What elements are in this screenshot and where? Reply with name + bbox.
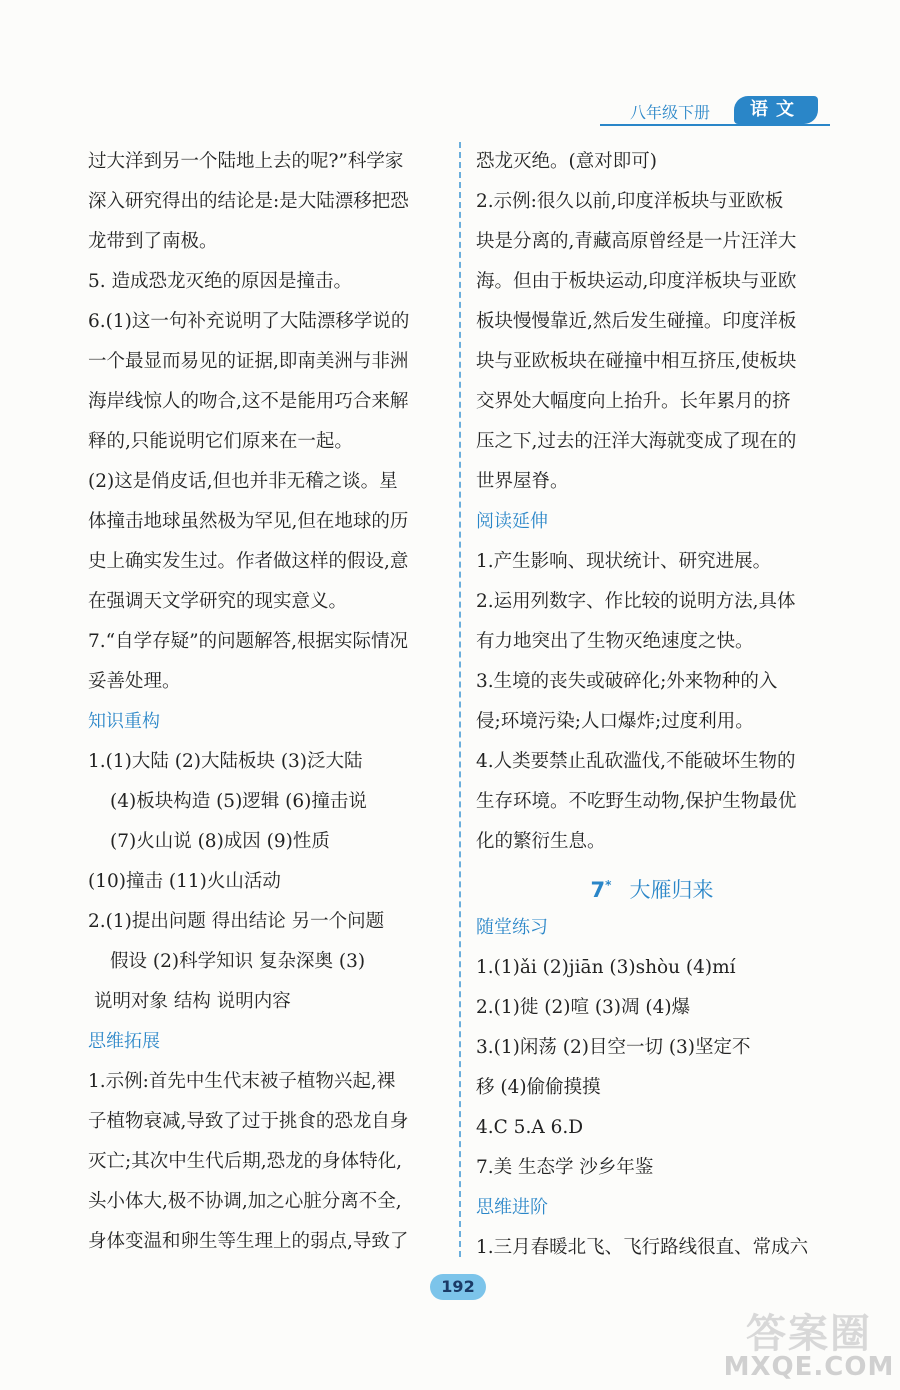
answer-line: 头小体大,极不协调,加之心脏分离不全, [88,1191,402,1212]
answer-line: 1.(1)ǎi (2)jiān (3)shòu (4)mí [476,957,736,978]
answer-line: 4.人类要禁止乱砍滥伐,不能破坏生物的 [476,751,796,772]
answer-line: 板块慢慢靠近,然后发生碰撞。印度洋板 [476,311,797,332]
answer-line: 深入研究得出的结论是:是大陆漂移把恐 [88,191,409,212]
answer-line: 移 (4)偷偷摸摸 [476,1077,601,1098]
chapter-title [476,862,828,908]
section-heading: 阅读延伸 [476,511,548,532]
answer-line: 1.三月春暖北飞、飞行路线很直、常成六 [476,1237,809,1258]
answer-line: 7.美 生态学 沙乡年鉴 [476,1157,654,1178]
grade-label: 八年级下册 [630,103,711,122]
answer-line: 子植物衰减,导致了过于挑食的恐龙自身 [88,1111,409,1132]
page-header [600,96,830,130]
section-heading: 思维拓展 [88,1031,160,1052]
answer-line: 1.示例:首先中生代末被子植物兴起,裸 [88,1071,396,1092]
chapter-number [591,878,612,902]
answer-line: 7.“自学存疑”的问题解答,根据实际情况 [88,631,408,652]
answer-line: 说明对象 结构 说明内容 [94,991,291,1012]
answer-line: 假设 (2)科学知识 复杂深奥 (3) [110,951,366,972]
answer-line: (7)火山说 (8)成因 (9)性质 [110,831,330,852]
answer-line: 1.产生影响、现状统计、研究进展。 [476,551,772,572]
chapter-number-text: 7 [590,878,606,902]
answer-line: 生存环境。不吃野生动物,保护生物最优 [476,791,797,812]
answer-line: 恐龙灭绝。(意对即可) [476,151,657,172]
answer-line: 块与亚欧板块在碰撞中相互挤压,使板块 [476,351,797,372]
page-number: 192 [430,1274,486,1300]
answer-line: 交界处大幅度向上抬升。长年累月的挤 [476,391,791,412]
answer-line: 3.(1)闲荡 (2)目空一切 (3)坚定不 [476,1037,751,1058]
section-heading: 知识重构 [88,711,160,732]
section-heading: 思维进阶 [476,1197,548,1218]
answer-line: 5. 造成恐龙灭绝的原因是撞击。 [88,271,353,292]
answer-line: (10)撞击 (11)火山活动 [88,871,281,892]
answer-line: 史上确实发生过。作者做这样的假设,意 [88,551,409,572]
answer-line: 1.(1)大陆 (2)大陆板块 (3)泛大陆 [88,751,363,772]
answer-line: 在强调天文学研究的现实意义。 [88,591,348,612]
answer-line: (2)这是俏皮话,但也并非无稽之谈。星 [88,471,398,492]
answer-line: 一个最显而易见的证据,即南美洲与非洲 [88,351,409,372]
watermark-top-text: 答案圈 [746,1311,872,1357]
right-column [476,142,828,1268]
answer-line: 海。但由于板块运动,印度洋板块与亚欧 [476,271,797,292]
column-divider [459,142,463,1257]
section-heading: 随堂练习 [476,917,548,938]
answer-line: 4.C 5.A 6.D [476,1117,584,1138]
answer-line: 海岸线惊人的吻合,这不是能用巧合来解 [88,391,409,412]
answer-line: 2.(1)提出问题 得出结论 另一个问题 [88,911,385,932]
answer-line: 过大洋到另一个陆地上去的呢?”科学家 [88,151,404,172]
answer-line: 体撞击地球虽然极为罕见,但在地球的历 [88,511,409,532]
answer-line: 6.(1)这一句补充说明了大陆漂移学说的 [88,311,410,332]
answer-line: 身体变温和卵生等生理上的弱点,导致了 [88,1231,409,1252]
answer-line: (4)板块构造 (5)逻辑 (6)撞击说 [110,791,367,812]
chapter-mark: * [605,878,612,892]
answer-line: 世界屋脊。 [476,471,569,492]
chapter-title-text: 大雁归来 [629,878,714,902]
watermark-logo [718,1302,900,1390]
answer-line: 释的,只能说明它们原来在一起。 [88,431,353,452]
header-underline [600,124,830,126]
left-column [88,142,440,1262]
answer-line: 灭亡;其次中生代后期,恐龙的身体特化, [88,1151,402,1172]
answer-line: 块是分离的,青藏高原曾经是一片汪洋大 [476,231,797,252]
answer-line: 妥善处理。 [88,671,181,692]
answer-line: 压之下,过去的汪洋大海就变成了现在的 [476,431,797,452]
answer-line: 侵;环境污染;人口爆炸;过度利用。 [476,711,754,732]
answer-line: 化的繁衍生息。 [476,831,606,852]
answer-line: 有力地突出了生物灭绝速度之快。 [476,631,754,652]
answer-line: 龙带到了南极。 [88,231,218,252]
watermark-bottom-text: MXQE.COM [723,1352,895,1382]
answer-line: 2.(1)徙 (2)喧 (3)凋 (4)爆 [476,997,691,1018]
subject-badge: 语文 [734,96,818,124]
answer-line: 2.运用列数字、作比较的说明方法,具体 [476,591,796,612]
answer-line: 3.生境的丧失或破碎化;外来物种的入 [476,671,778,692]
answer-line: 2.示例:很久以前,印度洋板块与亚欧板 [476,191,784,212]
